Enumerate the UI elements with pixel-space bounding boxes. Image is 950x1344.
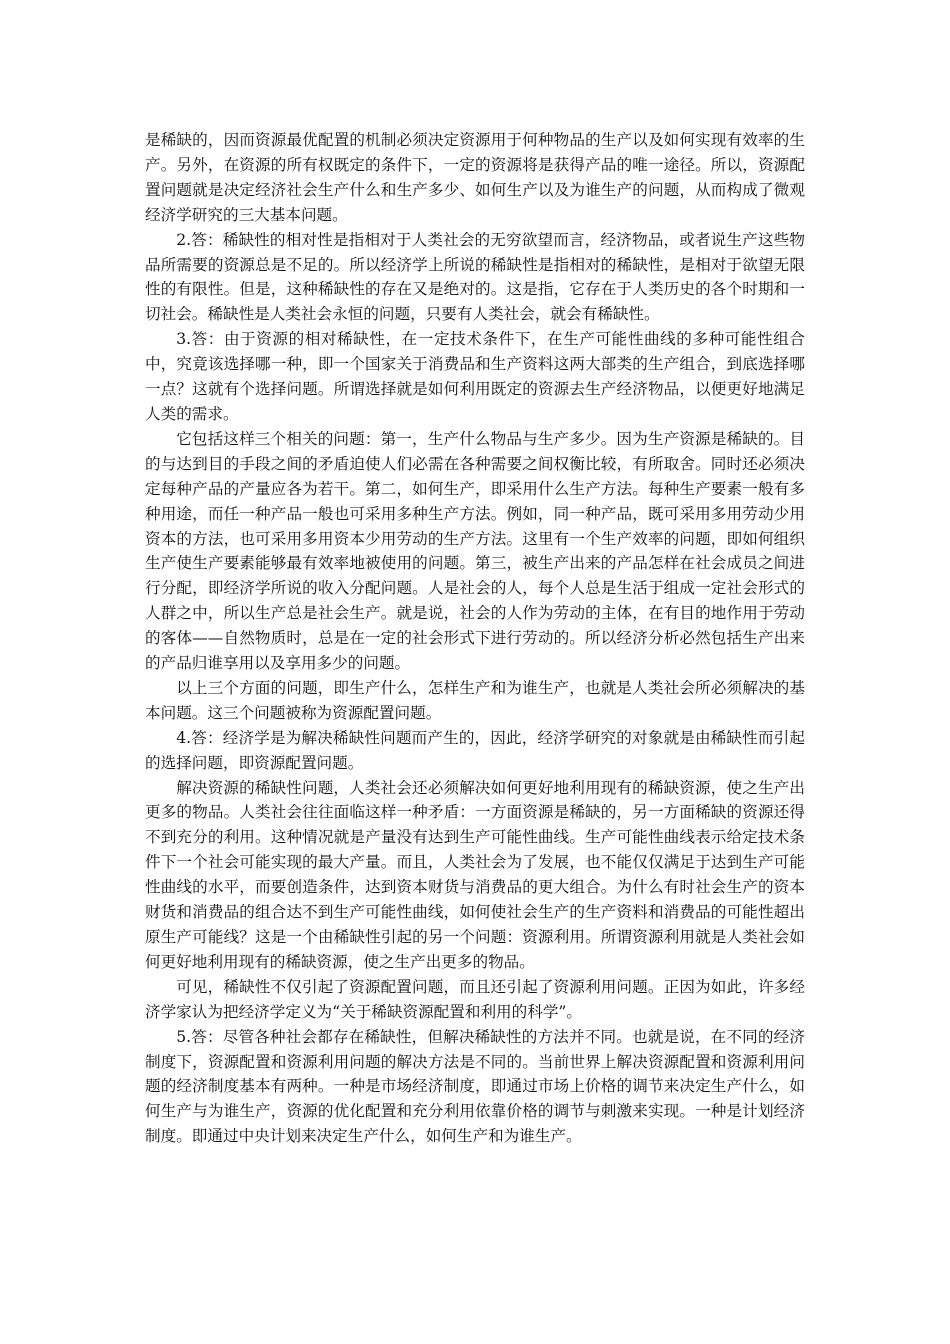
paragraph-resource-utilization: 解决资源的稀缺性问题，人类社会还必须解决如何更好地利用现有的稀缺资源，使之生产出更多的物品。人类社会往往面临这样一种矛盾：一方面资源是稀缺的，另一方面稀缺的资源还得不到充分的利用。这种情况就是产量没有达到生产可能性曲线。生产可能性曲线表示给定技术条件下一个社会可能实现的最大产量。而且，人类社会为了发展，也不能仅仅满足于达到生产可能性曲线的水平，而要创造条件，达到资本财货与消费品的更大组合。为什么有时社会生产的资本财货和消费品的组合达不到生产可能性曲线，如何使社会生产的生产资料和消费品的可能性超出原生产可能线？这是一个由稀缺性引起的另一个问题：资源利用。所谓资源利用就是人类社会如何更好地利用现有的稀缺资源，使之生产出更多的物品。 [145,778,805,971]
paragraph-definition-of-economics: 可见，稀缺性不仅引起了资源配置问题，而且还引起了资源利用问题。正因为如此，许多经济学家认为把经济学定义为“关于稀缺资源配置和利用的科学”。 [145,977,805,1021]
paragraph-answer-5: 5.答：尽管各种社会都存在稀缺性，但解决稀缺性的方法并不同。也就是说，在不同的经济制度下，资源配置和资源利用问题的解决方法是不同的。当前世界上解决资源配置和资源利用问题的经济制度基本有两种。一种是市场经济制度，即通过市场上价格的调节来决定生产什么，如何生产与为谁生产，资源的优化配置和充分利用依靠价格的调节与刺激来实现。一种是计划经济制度。即通过中央计划来决定生产什么，如何生产和为谁生产。 [145,1027,805,1146]
paragraph-three-problems: 它包括这样三个相关的问题：第一，生产什么物品与生产多少。因为生产资源是稀缺的。目的与达到目的手段之间的矛盾迫使人们必需在各种需要之间权衡比较，有所取舍。同时还必须决定每种产品的产量应各为若干。第二，如何生产，即采用什么生产方法。每种生产要素一般有多种用途，而任一种产品一般也可采用多种生产方法。例如，同一种产品，既可采用多用劳动少用资本的方法，也可采用多用资本少用劳动的生产方法。这里有一个生产效率的问题，即如何组织生产使生产要素能够最有效率地被使用的问题。第三，被生产出来的产品怎样在社会成员之间进行分配，即经济学所说的收入分配问题。人是社会的人，每个人总是生活于组成一定社会形式的人群之中，所以生产总是社会生产。就是说，社会的人作为劳动的主体，在有目的地作用于劳动的客体——自然物质时，总是在一定的社会形式下进行劳动的。所以经济分析必然包括生产出来的产品归谁享用以及享用多少的问题。 [145,429,805,673]
paragraph-1-continuation: 是稀缺的，因而资源最优配置的机制必须决定资源用于何种物品的生产以及如何实现有效率的生产。另外，在资源的所有权既定的条件下，一定的资源将是获得产品的唯一途径。所以，资源配置问题就是决定经济社会生产什么和生产多少、如何生产以及为谁生产的问题，从而构成了微观经济学研究的三大基本问题。 [145,131,805,224]
paragraph-resource-allocation-summary: 以上三个方面的问题，即生产什么，怎样生产和为谁生产，也就是人类社会所必须解决的基本问题。这三个问题被称为资源配置问题。 [145,678,805,722]
paragraph-answer-4: 4.答：经济学是为解决稀缺性问题而产生的，因此，经济学研究的对象就是由稀缺性而引起的选择问题，即资源配置问题。 [145,728,805,772]
paragraph-answer-2: 2.答：稀缺性的相对性是指相对于人类社会的无穷欲望而言，经济物品，或者说生产这些物品所需要的资源总是不足的。所以经济学上所说的稀缺性是指相对的稀缺性，是相对于欲望无限性的有限性。但是，这种稀缺性的存在又是绝对的。这是指，它存在于人类历史的各个时期和一切社会。稀缺性是人类社会永恒的问题，只要有人类社会，就会有稀缺性。 [145,230,805,324]
document-body [145,128,805,1149]
paragraph-answer-3: 3.答：由于资源的相对稀缺性，在一定技术条件下，在生产可能性曲线的多种可能性组合中，究竟该选择哪一种，即一个国家关于消费品和生产资料这两大部类的生产组合，到底选择哪一点？这就有个选择问题。所谓选择就是如何利用既定的资源去生产经济物品，以便更好地满足人类的需求。 [145,330,805,423]
